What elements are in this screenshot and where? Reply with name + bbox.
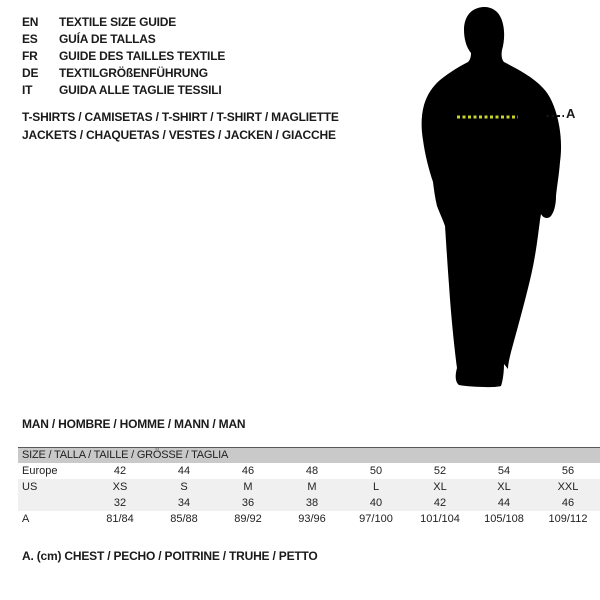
category-jackets: JACKETS / CHAQUETAS / VESTES / JACKEN / GIACCHE <box>22 128 336 142</box>
language-row-it <box>22 82 225 99</box>
category-list <box>22 108 339 144</box>
category-tshirts: T-SHIRTS / CAMISETAS / T-SHIRT / T-SHIRT / MAGLIETTE <box>22 110 339 124</box>
size-table-header: SIZE / TALLA / TAILLE / GRÖSSE / TAGLIA <box>18 448 600 463</box>
footnote-chest: A. (cm) CHEST / PECHO / POITRINE / TRUHE / PETTO <box>22 549 318 563</box>
size-cell: M <box>243 481 253 493</box>
row-label <box>18 495 88 511</box>
size-cell: 97/100 <box>359 513 393 525</box>
size-cell: S <box>180 481 188 493</box>
table-row-us <box>18 479 600 495</box>
silhouette-path <box>422 7 561 387</box>
language-row-fr <box>22 48 225 65</box>
size-cell: 93/96 <box>298 513 326 525</box>
size-cell: 54 <box>497 465 511 477</box>
size-cell: 101/104 <box>420 513 460 525</box>
language-label: TEXTILE SIZE GUIDE <box>59 15 177 29</box>
size-cell: 56 <box>561 465 575 477</box>
language-label: GUÍA DE TALLAS <box>59 32 156 46</box>
size-cell: 81/84 <box>106 513 134 525</box>
man-silhouette <box>400 0 600 395</box>
size-cell: 42 <box>433 497 447 509</box>
size-cell: 46 <box>241 465 255 477</box>
size-cell: 40 <box>369 497 383 509</box>
table-row-chest-a <box>18 511 600 527</box>
language-label: GUIDA ALLE TAGLIE TESSILI <box>59 83 222 97</box>
language-row-de <box>22 65 225 82</box>
language-code: FR <box>22 49 38 63</box>
size-cell: 46 <box>561 497 575 509</box>
size-table <box>18 447 600 527</box>
size-cell: 32 <box>113 497 127 509</box>
size-cell: L <box>372 481 380 493</box>
size-cell: XS <box>112 481 128 493</box>
size-cell: XL <box>433 481 447 493</box>
language-label: GUIDE DES TAILLES TEXTILE <box>59 49 226 63</box>
size-cell: 34 <box>177 497 191 509</box>
size-cell: 109/112 <box>548 513 588 525</box>
size-cell: 42 <box>113 465 127 477</box>
language-code: ES <box>22 32 38 46</box>
language-row-en <box>22 14 225 31</box>
section-title: MAN / HOMBRE / HOMME / MANN / MAN <box>22 417 246 431</box>
size-cell: XL <box>497 481 511 493</box>
language-list <box>22 14 225 99</box>
size-cell: 105/108 <box>484 513 524 525</box>
row-label: Europe <box>22 465 58 477</box>
size-cell: 48 <box>305 465 319 477</box>
size-cell: 52 <box>433 465 447 477</box>
size-cell: M <box>307 481 317 493</box>
language-code: DE <box>22 66 39 80</box>
size-cell: 85/88 <box>170 513 198 525</box>
size-cell: 50 <box>369 465 383 477</box>
row-label: US <box>22 481 38 493</box>
language-row-es <box>22 31 225 48</box>
row-label: A <box>22 513 30 525</box>
man-figure <box>400 0 600 395</box>
size-cell: 44 <box>497 497 511 509</box>
measure-label-a: A <box>566 106 576 121</box>
language-label: TEXTILGRÖßENFÜHRUNG <box>59 66 208 80</box>
table-row-europe <box>18 463 600 479</box>
size-cell: 38 <box>305 497 319 509</box>
size-cell: 89/92 <box>234 513 262 525</box>
table-row-us-numeric <box>18 495 600 511</box>
size-cell: XXL <box>557 481 579 493</box>
language-code: IT <box>22 83 33 97</box>
size-cell: 36 <box>241 497 255 509</box>
language-code: EN <box>22 15 39 29</box>
size-cell: 44 <box>177 465 191 477</box>
